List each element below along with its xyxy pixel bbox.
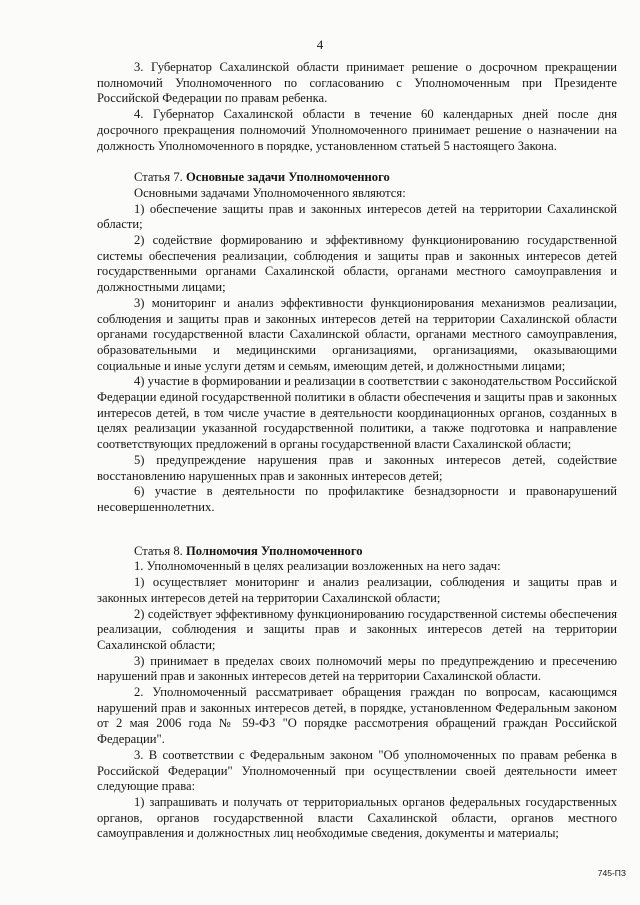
article-8-prefix: Статья 8.	[134, 543, 183, 558]
paragraph: 1) запрашивать и получать от территориальных органов федеральных государственных органов, органов государственной власти Сахалинской области, органов местного самоуправления и должностных лиц необходимые сведения, документы и материалы;	[97, 794, 617, 841]
article-7-title: Основные задачи Уполномоченного	[185, 170, 390, 185]
article-8-title: Полномочия Уполномоченного	[185, 543, 363, 558]
paragraph: 1) осуществляет мониторинг и анализ реализации, соблюдения и защиты прав и законных интересов детей на территории Сахалинской области;	[97, 575, 617, 605]
paragraph: 1) обеспечение защиты прав и законных интересов детей на территории Сахалинской области;	[97, 201, 617, 232]
paragraph: 3. Губернатор Сахалинской области принимает решение о досрочном прекращении полномочий Уполномоченного по согласованию с Уполномоченным при Президенте Российской Федерации по правам ребенка.	[97, 60, 617, 106]
paragraph: 2. Уполномоченный рассматривает обращения граждан по вопросам, касающимся нарушений прав и законных интересов детей, в порядке, установленном Федеральным законом от 2 мая 2006 года № 59-ФЗ "О порядке рассмотрения обращений граждан Российской Федерации".	[97, 685, 617, 747]
paragraph: 2) содействие формированию и эффективному функционированию государственной системы обеспечения реализации, соблюдения и защиты прав и законных интересов детей государственными органами Сахалинской области, органами местного самоуправления и должностными лицами;	[97, 233, 617, 295]
page-number: 4	[316, 37, 324, 52]
paragraph: 4) участие в формировании и реализации в соответствии с законодательством Российской Федерации единой государственной политики в области обеспечения и защиты прав и законных интересов детей, в том числе участие в деятельности координационных органов, созданных в целях реализации указанной государственной политики, а также подготовка и направление соответствующих предложений в органы государственной власти Сахалинской области;	[97, 374, 617, 452]
paragraph: 3. В соответствии с Федеральным законом "Об уполномоченных по правам ребенка в Российской Федерации" Уполномоченный при осуществлении своей деятельности имеет следующие права:	[97, 747, 617, 794]
paragraph: 1. Уполномоченный в целях реализации возложенных на него задач:	[134, 559, 501, 574]
document-code: 745-ПЗ	[597, 868, 626, 878]
article-7-heading	[97, 170, 617, 186]
paragraph: 3) принимает в пределах своих полномочий меры по предупреждению и пресечению нарушений прав и законных интересов детей на территории Сахалинской области.	[97, 653, 617, 684]
paragraph: 4. Губернатор Сахалинской области в течение 60 календарных дней после дня досрочного прекращения полномочий Уполномоченного принимает решение о назначении на должность Уполномоченного в порядке, установленном статьей 5 настоящего Закона.	[97, 107, 617, 153]
paragraph: 6) участие в деятельности по профилактике безнадзорности и правонарушений несовершеннолетних.	[97, 484, 617, 514]
document-body	[97, 60, 617, 842]
paragraph: Основными задачами Уполномоченного являются:	[134, 185, 406, 200]
paragraph: 5) предупреждение нарушения прав и законных интересов детей, содействие восстановлению нарушенных прав и законных интересов детей;	[97, 452, 617, 483]
paragraph: 3) мониторинг и анализ эффективности функционирования механизмов реализации, соблюдения и защиты прав и законных интересов детей на территории Сахалинской области органами государственной власти Сахалинской области, органами местного самоуправления, образовательными и медицинскими организациями, организациями, оказывающими социальные и иные услуги детям и семьям, имеющим детей, и должностными лицами;	[97, 295, 617, 373]
paragraph: 2) содействует эффективному функционированию государственной системы обеспечения реализации, соблюдения и защиты прав и законных интересов детей на территории Сахалинской области;	[97, 606, 617, 652]
article-8-heading	[97, 544, 617, 560]
article-7-prefix: Статья 7.	[134, 170, 183, 185]
